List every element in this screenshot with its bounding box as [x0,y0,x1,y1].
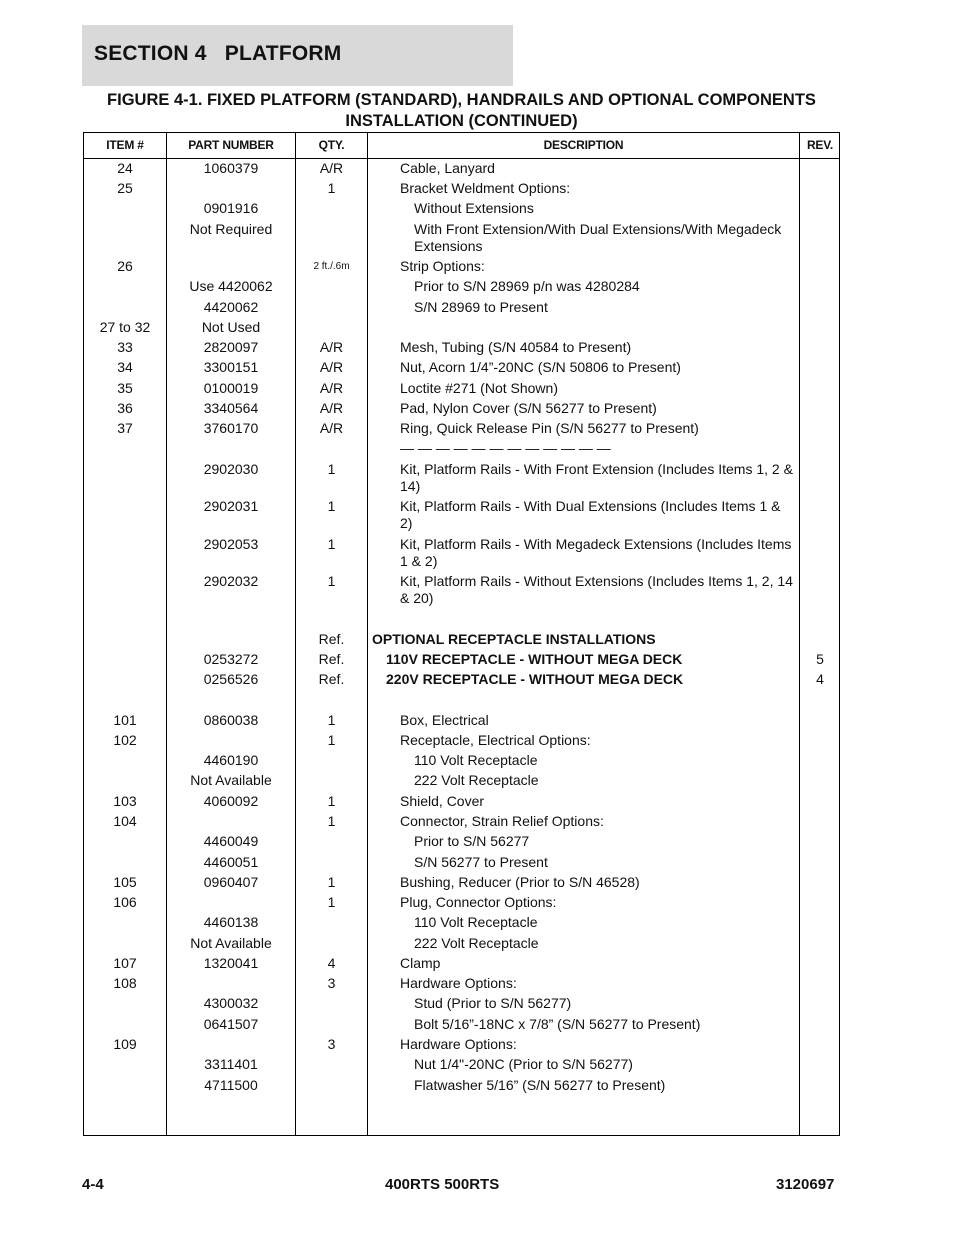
footer-model: 400RTS 500RTS [385,1176,500,1193]
quantity-cell: A/R [319,380,344,396]
description-cell: Bracket Weldment Options: [400,180,571,196]
part-number-cell: 0960407 [203,874,259,890]
description-cell: S/N 28969 to Present [414,299,548,315]
description-cell: Kit, Platform Rails - With Megadeck Extensions (Includes Items 1 & 2) [400,536,792,569]
section-header [82,25,513,86]
description-cell: Ring, Quick Release Pin (S/N 56277 to Present) [400,420,699,436]
header-description: DESCRIPTION [543,138,624,152]
footer-doc-number: 3120697 [776,1176,835,1193]
part-number-cell: 4711500 [204,1077,258,1093]
description-cell: Kit, Platform Rails - With Dual Extensions (Includes Items 1 & 2) [400,498,781,531]
description-cell: Bushing, Reducer (Prior to S/N 46528) [400,874,640,890]
quantity-cell: A/R [319,339,344,355]
part-number-cell: 4460051 [203,854,259,870]
item-number-cell: 25 [117,180,133,196]
quantity-cell: 1 [327,732,336,748]
description-cell: 222 Volt Receptacle [414,935,539,951]
part-number-cell: 0641507 [203,1016,259,1032]
footer-page-number: 4-4 [82,1176,104,1193]
figure-title-line-2: INSTALLATION (CONTINUED) [345,112,578,130]
description-cell: Cable, Lanyard [400,160,495,176]
description-cell: Prior to S/N 28969 p/n was 4280284 [414,278,640,294]
description-cell: Hardware Options: [400,1036,517,1052]
figure-title-line-1: FIGURE 4-1. FIXED PLATFORM (STANDARD), HANDRAILS AND OPTIONAL COMPONENTS [107,91,816,109]
description-cell: Connector, Strain Relief Options: [400,813,604,829]
item-number-cell: 24 [117,160,133,176]
item-number-cell: 101 [113,712,137,728]
quantity-cell: A/R [319,420,344,436]
quantity-cell: 4 [327,955,336,971]
part-number-cell: 2902053 [203,536,259,552]
part-number-cell: Not Used [201,319,261,335]
description-cell: Flatwasher 5/16” (S/N 56277 to Present) [414,1077,666,1093]
part-number-cell: 1060379 [203,160,259,176]
revision-cell: 4 [816,671,824,687]
part-number-cell: 3760170 [203,420,259,436]
part-number-cell: 0100019 [203,380,259,396]
column-divider [367,133,368,1135]
part-number-cell: Use 4420062 [189,278,273,294]
quantity-cell: 1 [327,813,336,829]
item-number-cell: 37 [117,420,133,436]
description-cell: Receptacle, Electrical Options: [400,732,591,748]
item-number-cell: 107 [113,955,137,971]
table-header-row [84,133,839,159]
description-cell: Box, Electrical [400,712,489,728]
description-cell: Pad, Nylon Cover (S/N 56277 to Present) [400,400,657,416]
item-number-cell: 109 [113,1036,137,1052]
description-cell: Bolt 5/16”-18NC x 7/8” (S/N 56277 to Present) [414,1016,701,1032]
part-number-cell: 0256526 [203,671,259,687]
description-cell: Hardware Options: [400,975,517,991]
part-number-cell: 4460049 [203,833,259,849]
quantity-cell: A/R [319,160,344,176]
quantity-cell: 1 [327,180,336,196]
description-cell: Kit, Platform Rails - With Front Extension (Includes Items 1, 2 & 14) [400,461,793,494]
description-cell: With Front Extension/With Dual Extensions/With Megadeck Extensions [414,221,782,254]
part-number-cell: 0253272 [203,651,259,667]
item-number-cell: 36 [117,400,133,416]
item-number-cell: 34 [117,359,133,375]
figure-title [82,90,841,132]
part-number-cell: Not Required [189,221,273,237]
item-number-cell: 104 [113,813,137,829]
part-number-cell: Not Available [190,935,272,951]
part-number-cell: 2902031 [203,498,259,514]
quantity-cell: 3 [327,1036,336,1052]
description-cell: Plug, Connector Options: [400,894,557,910]
header-item: ITEM # [106,138,144,152]
part-number-cell: 4060092 [203,793,259,809]
item-number-cell: 106 [113,894,137,910]
part-number-cell: 2902032 [203,573,259,589]
description-cell: Strip Options: [400,258,485,274]
part-number-cell: 4420062 [203,299,259,315]
part-number-cell: 1320041 [203,955,259,971]
part-number-cell: 3340564 [203,400,259,416]
quantity-cell: 1 [327,793,336,809]
description-cell: S/N 56277 to Present [414,854,548,870]
quantity-cell: 2 ft./.6m [313,261,350,272]
quantity-cell: 1 [327,498,336,514]
header-rev: REV. [806,138,834,152]
quantity-cell: 1 [327,536,336,552]
quantity-cell: 1 [327,712,336,728]
description-cell: Nut, Acorn 1/4”-20NC (S/N 50806 to Present) [400,359,681,375]
description-cell: — — — — — — — — — — — — [400,440,611,456]
item-number-cell: 26 [117,258,133,274]
description-cell: Prior to S/N 56277 [414,833,530,849]
quantity-cell: 1 [327,461,336,477]
item-number-cell: 102 [113,732,137,748]
quantity-cell: A/R [319,400,344,416]
part-number-cell: 4300032 [203,995,259,1011]
quantity-cell: Ref. [318,651,345,667]
description-cell: Without Extensions [414,200,534,216]
description-cell: 220V RECEPTACLE - WITHOUT MEGA DECK [386,671,684,687]
description-cell: Kit, Platform Rails - Without Extensions (Includes Items 1, 2, 14 & 20) [400,573,793,606]
item-number-cell: 35 [117,380,133,396]
part-number-cell: 3300151 [203,359,259,375]
header-part-number: PART NUMBER [188,138,274,152]
description-cell: Shield, Cover [400,793,485,809]
quantity-cell: A/R [319,359,344,375]
description-cell: Loctite #271 (Not Shown) [400,380,558,396]
parts-table [83,132,840,1136]
header-qty: QTY. [318,138,345,152]
revision-cell: 5 [816,651,824,667]
part-number-cell: 2902030 [203,461,259,477]
description-cell: 110 Volt Receptacle [414,752,538,768]
item-number-cell: 27 to 32 [99,319,151,335]
description-cell: 110 Volt Receptacle [414,914,538,930]
part-number-cell: 4460190 [203,752,259,768]
description-cell: 110V RECEPTACLE - WITHOUT MEGA DECK [386,651,683,667]
quantity-cell: 1 [327,573,336,589]
item-number-cell: 103 [113,793,137,809]
quantity-cell: 1 [327,894,336,910]
section-title: SECTION 4 PLATFORM [94,42,342,65]
part-number-cell: 3311401 [204,1056,258,1072]
part-number-cell: 0860038 [203,712,259,728]
description-cell: Mesh, Tubing (S/N 40584 to Present) [400,339,632,355]
quantity-cell: 1 [327,874,336,890]
item-number-cell: 108 [113,975,137,991]
quantity-cell: Ref. [318,671,345,687]
part-number-cell: Not Available [190,772,272,788]
part-number-cell: 2820097 [203,339,259,355]
quantity-cell: Ref. [318,631,345,647]
quantity-cell: 3 [327,975,336,991]
column-divider [799,133,800,1135]
item-number-cell: 33 [117,339,133,355]
part-number-cell: 4460138 [203,914,259,930]
description-cell: Stud (Prior to S/N 56277) [414,995,572,1011]
part-number-cell: 0901916 [203,200,259,216]
item-number-cell: 105 [113,874,137,890]
description-cell: Clamp [400,955,441,971]
description-cell: Nut 1/4"-20NC (Prior to S/N 56277) [414,1056,633,1072]
description-cell: 222 Volt Receptacle [414,772,539,788]
description-cell: OPTIONAL RECEPTACLE INSTALLATIONS [372,631,656,647]
